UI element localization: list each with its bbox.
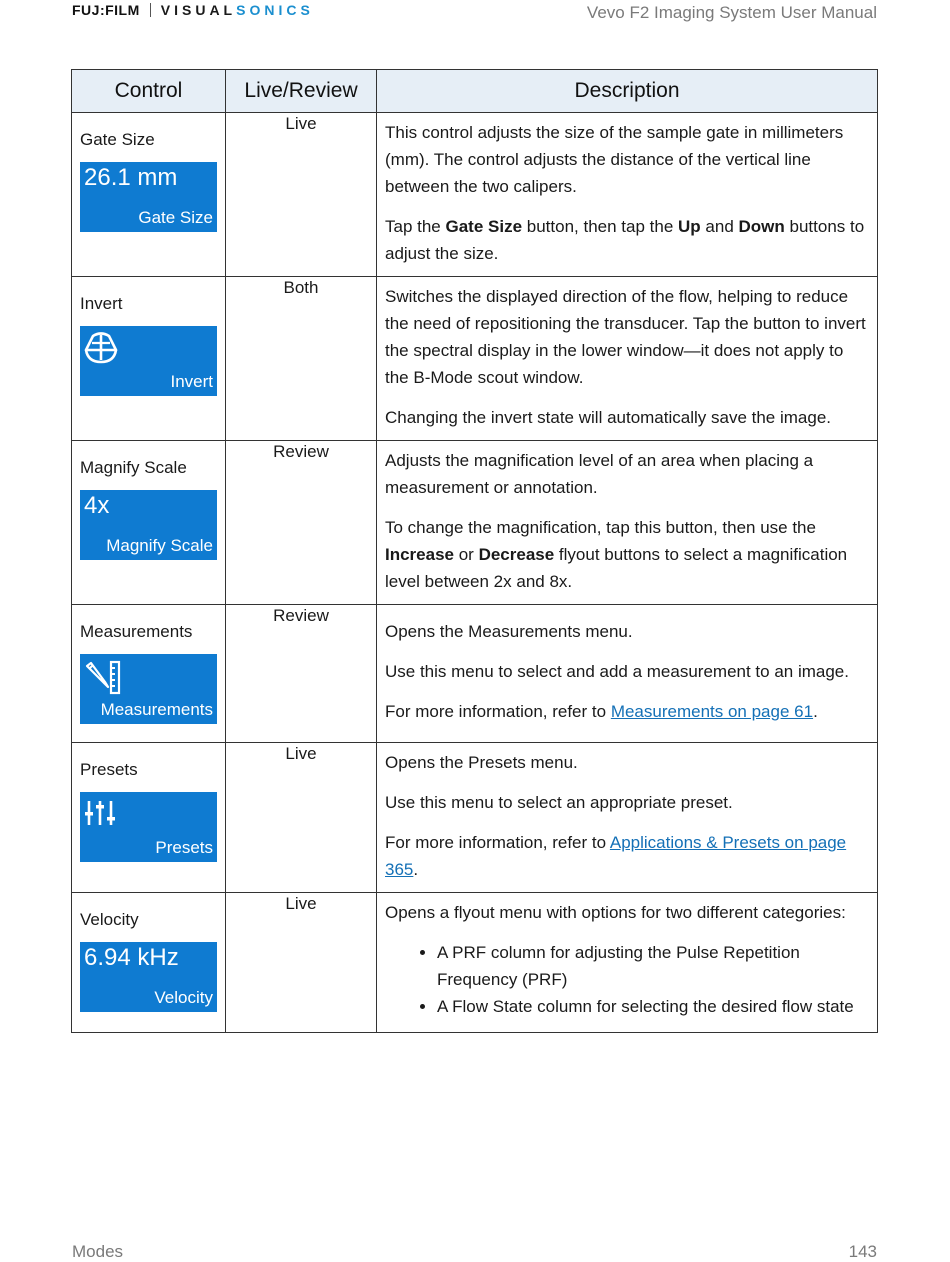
mode-cell: Live: [226, 893, 377, 1033]
description-paragraph: Opens a flyout menu with options for two different categories:: [385, 903, 846, 922]
description-paragraph: Opens the Presets menu.: [385, 753, 578, 772]
description-paragraph: To change the magnification, tap this button, then use the Increase or Decrease flyout buttons to select a magnification level between 2x and 8x.: [385, 518, 848, 591]
controls-table: [71, 69, 878, 1033]
button-label: Invert: [170, 372, 213, 391]
description-paragraph: Opens the Measurements menu.: [385, 622, 633, 641]
footer-section-name: Modes: [72, 1242, 124, 1261]
description-cell: [377, 441, 878, 605]
control-name: Presets: [80, 760, 138, 779]
control-cell: [72, 743, 226, 893]
mode-cell: Live: [226, 743, 377, 893]
logo-visual: VISUAL: [160, 2, 237, 18]
invert-icon: [83, 332, 119, 369]
table-row-invert: [72, 277, 878, 441]
manual-title: Vevo F2 Imaging System User Manual: [586, 3, 877, 22]
fujifilm-visualsonics-logo: [72, 2, 314, 18]
control-cell: [72, 441, 226, 605]
description-paragraph: For more information, refer to Measurements on page 61.: [385, 702, 818, 721]
column-header-control: Control: [72, 70, 226, 113]
button-label: Velocity: [154, 988, 213, 1007]
column-header-live-review: Live/Review: [226, 70, 377, 113]
description-cell: [377, 277, 878, 441]
description-paragraph: Tap the Gate Size button, then tap the Up and Down buttons to adjust the size.: [385, 217, 865, 263]
description-cell: [377, 743, 878, 893]
description-paragraph: This control adjusts the size of the sample gate in millimeters (mm). The control adjusts the distance of the vertical line between the two calipers.: [385, 123, 844, 196]
table-row-measurements: [72, 605, 878, 743]
control-name: Magnify Scale: [80, 458, 187, 477]
list-item: • A PRF column for adjusting the Pulse Repetition Frequency (PRF): [437, 939, 869, 993]
logo-fujifilm: FUJ:FILM: [72, 2, 140, 18]
list-item: • A Flow State column for selecting the desired flow state: [437, 993, 869, 1020]
measurements-icon: [83, 660, 123, 701]
description-paragraph: Switches the displayed direction of the flow, helping to reduce the need of repositioning the transducer. Tap the button to invert the spectral display in the lower window—it does not apply to the B-Mode scout window.: [385, 287, 866, 387]
table-row-magnify-scale: [72, 441, 878, 605]
control-cell: [72, 277, 226, 441]
control-name: Measurements: [80, 622, 193, 641]
gate-size-button[interactable]: [80, 162, 217, 232]
mode-cell: Review: [226, 605, 377, 743]
mode-cell: Both: [226, 277, 377, 441]
mode-cell: Review: [226, 441, 377, 605]
description-cell: [377, 893, 878, 1033]
logo-sonics: SONICS: [236, 2, 314, 18]
control-name: Velocity: [80, 910, 139, 929]
logo-divider: [150, 3, 151, 17]
column-header-description: Description: [377, 70, 878, 113]
description-paragraph: Adjusts the magnification level of an area when placing a measurement or annotation.: [385, 451, 814, 497]
velocity-button[interactable]: [80, 942, 217, 1012]
control-name: Gate Size: [80, 130, 155, 149]
description-paragraph: Changing the invert state will automatically save the image.: [385, 408, 832, 427]
table-row-velocity: [72, 893, 878, 1033]
button-label: Presets: [155, 838, 213, 857]
table-row-presets: [72, 743, 878, 893]
button-label: Magnify Scale: [106, 536, 213, 555]
table-row-gate-size: [72, 113, 878, 277]
measurements-page-link[interactable]: Measurements on page 61: [610, 702, 814, 721]
button-label: Measurements: [100, 700, 213, 719]
page-header: [72, 0, 877, 30]
description-paragraph: Use this menu to select and add a measurement to an image.: [385, 662, 849, 681]
description-cell: [377, 113, 878, 277]
button-value: 26.1 mm: [84, 164, 178, 191]
bullet-list: [385, 939, 869, 1020]
description-paragraph: For more information, refer to Applications & Presets on page 365.: [385, 833, 847, 879]
button-label: Gate Size: [138, 208, 213, 227]
table-header-row: [72, 70, 878, 113]
button-value: 6.94 kHz: [84, 944, 179, 971]
applications-presets-link[interactable]: Applications & Presets on page 365: [385, 833, 847, 879]
measurements-button[interactable]: [80, 654, 217, 724]
magnify-scale-button[interactable]: [80, 490, 217, 560]
presets-button[interactable]: [80, 792, 217, 862]
control-cell: [72, 893, 226, 1033]
control-cell: [72, 113, 226, 277]
invert-button[interactable]: [80, 326, 217, 396]
control-name: Invert: [80, 294, 123, 313]
footer-page-number: 143: [848, 1242, 877, 1261]
button-value: 4x: [84, 492, 110, 519]
control-cell: [72, 605, 226, 743]
description-cell: [377, 605, 878, 743]
mode-cell: Live: [226, 113, 377, 277]
sliders-icon: [83, 798, 119, 833]
description-paragraph: Use this menu to select an appropriate preset.: [385, 793, 733, 812]
